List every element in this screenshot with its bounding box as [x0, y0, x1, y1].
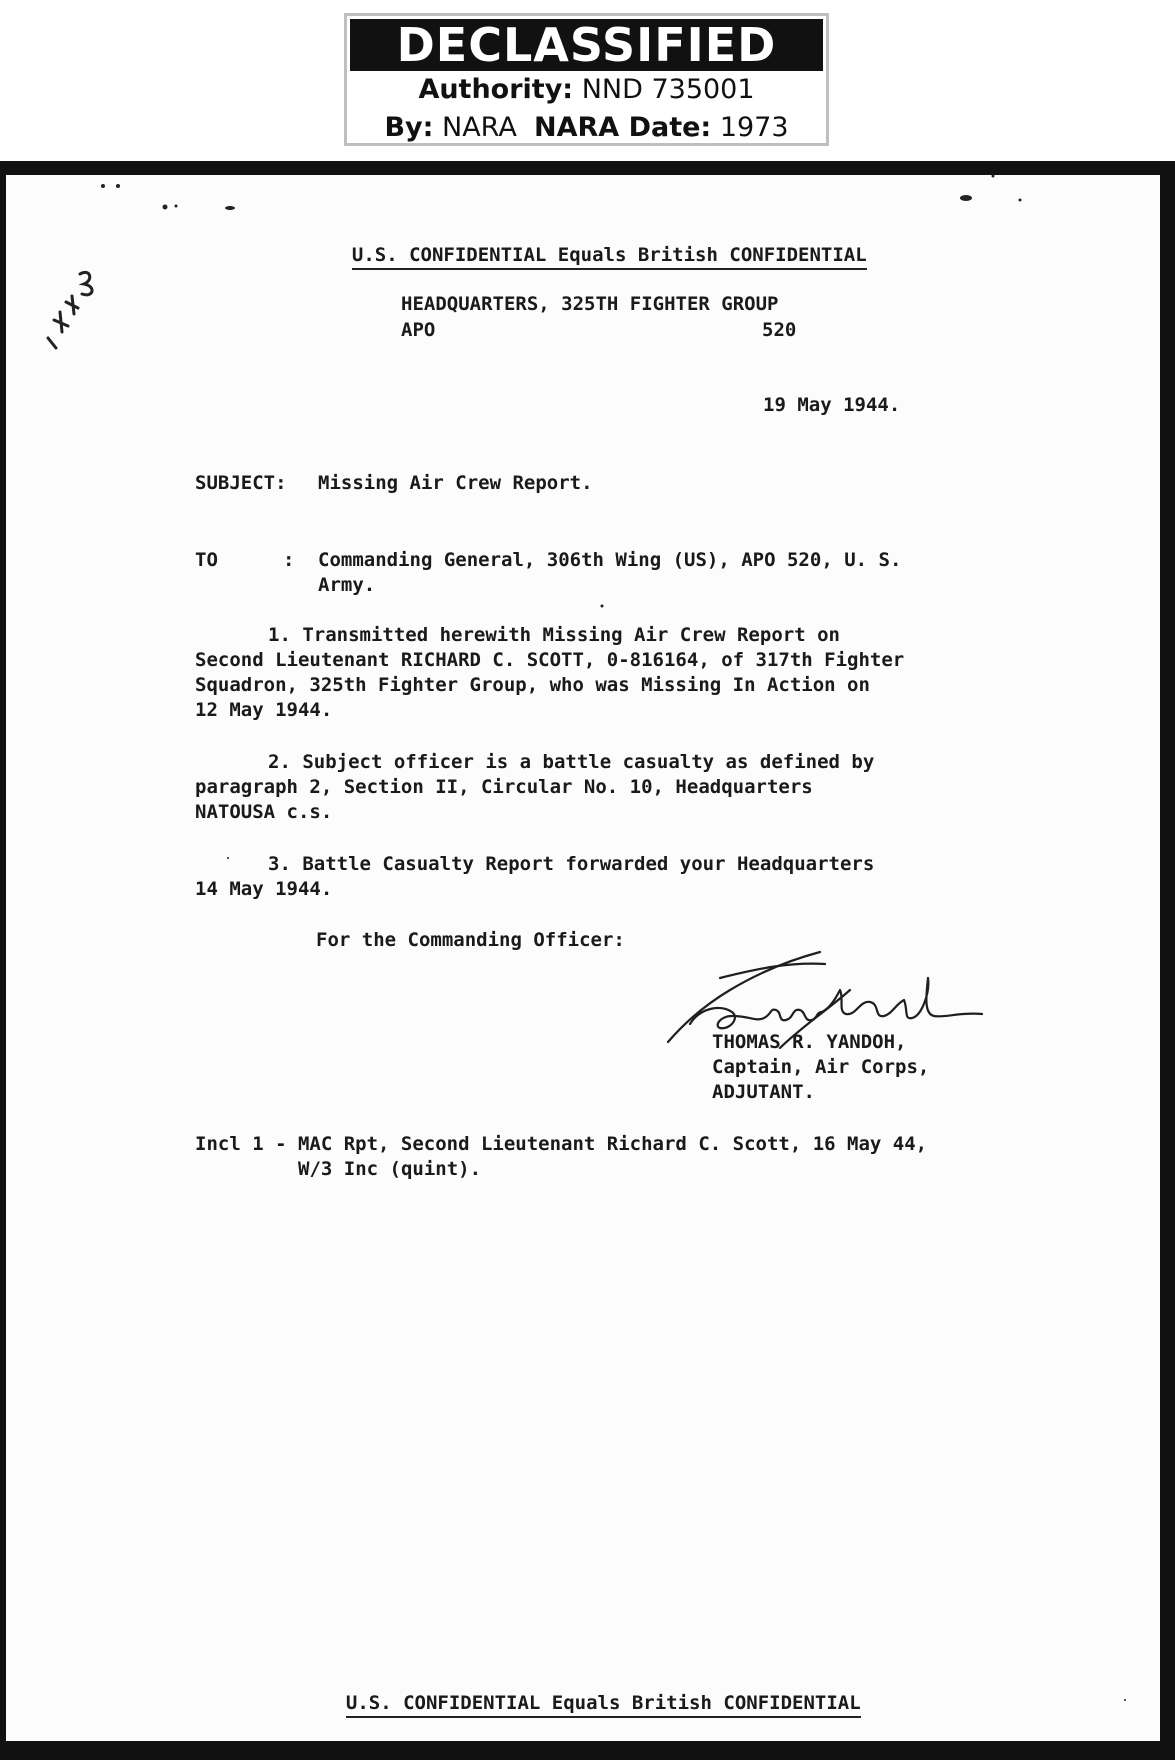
subject-text: Missing Air Crew Report.	[318, 472, 593, 494]
to-line-1: Commanding General, 306th Wing (US), APO 520, U. S.	[318, 549, 902, 571]
stamp-date-label: NARA Date:	[534, 112, 712, 143]
signer-rank: Captain, Air Corps,	[712, 1056, 930, 1078]
closing-line: For the Commanding Officer:	[316, 929, 625, 951]
to-colon: :	[283, 549, 295, 571]
classification-footer	[323, 1666, 861, 1716]
declassified-stamp	[344, 13, 829, 146]
apo-number: 520	[762, 319, 797, 341]
stamp-title: DECLASSIFIED	[350, 19, 823, 71]
paragraph-1-line: 12 May 1944.	[195, 699, 333, 721]
to-label: TO	[195, 549, 218, 571]
stamp-by-value: NARA	[442, 112, 517, 143]
signer-title: ADJUTANT.	[712, 1081, 815, 1103]
document-date: 19 May 1944.	[763, 394, 901, 416]
apo-label: APO	[401, 319, 436, 341]
margin-handwritten-note	[38, 250, 98, 360]
signature-block	[712, 1030, 929, 1105]
paragraph-3-line: 14 May 1944.	[195, 878, 333, 900]
stamp-authority-line	[347, 71, 826, 109]
signer-name: THOMAS R. YANDOH,	[712, 1031, 907, 1053]
paragraph-2-line: 2. Subject officer is a battle casualty as defined by	[268, 751, 875, 773]
classification-header	[329, 218, 867, 268]
classification-header-text: U.S. CONFIDENTIAL Equals British CONFIDENTIAL	[352, 244, 867, 270]
classification-footer-text: U.S. CONFIDENTIAL Equals British CONFIDENTIAL	[346, 1692, 861, 1718]
subject-label: SUBJECT:	[195, 472, 287, 494]
paragraph-1-line: 1. Transmitted herewith Missing Air Crew Report on	[268, 624, 840, 646]
paragraph-1	[195, 623, 995, 723]
stamp-authority-label: Authority:	[418, 74, 574, 105]
stamp-authority-value: NND 735001	[581, 74, 755, 105]
paragraph-2-line: NATOUSA c.s.	[195, 801, 333, 823]
paragraph-3	[195, 852, 995, 902]
to-line-2: Army.	[318, 574, 376, 596]
paragraph-1-line: Squadron, 325th Fighter Group, who was Missing In Action on	[195, 674, 870, 696]
paragraph-3-line: 3. Battle Casualty Report forwarded your Headquarters	[268, 853, 875, 875]
paragraph-2	[195, 750, 995, 825]
stamp-by-line	[347, 109, 826, 147]
inclosure-line-2: W/3 Inc (quint).	[298, 1158, 482, 1180]
stamp-date-value: 1973	[719, 112, 789, 143]
paragraph-2-line: paragraph 2, Section II, Circular No. 10, Headquarters	[195, 776, 813, 798]
stamp-by-label: By:	[384, 112, 434, 143]
inclosure-line-1: Incl 1 - MAC Rpt, Second Lieutenant Richard C. Scott, 16 May 44,	[195, 1133, 928, 1155]
headquarters-line: HEADQUARTERS, 325TH FIGHTER GROUP	[401, 293, 779, 315]
margin-note-text: 1418	[38, 358, 41, 359]
paragraph-1-line: Second Lieutenant RICHARD C. SCOTT, 0-816164, of 317th Fighter	[195, 649, 905, 671]
